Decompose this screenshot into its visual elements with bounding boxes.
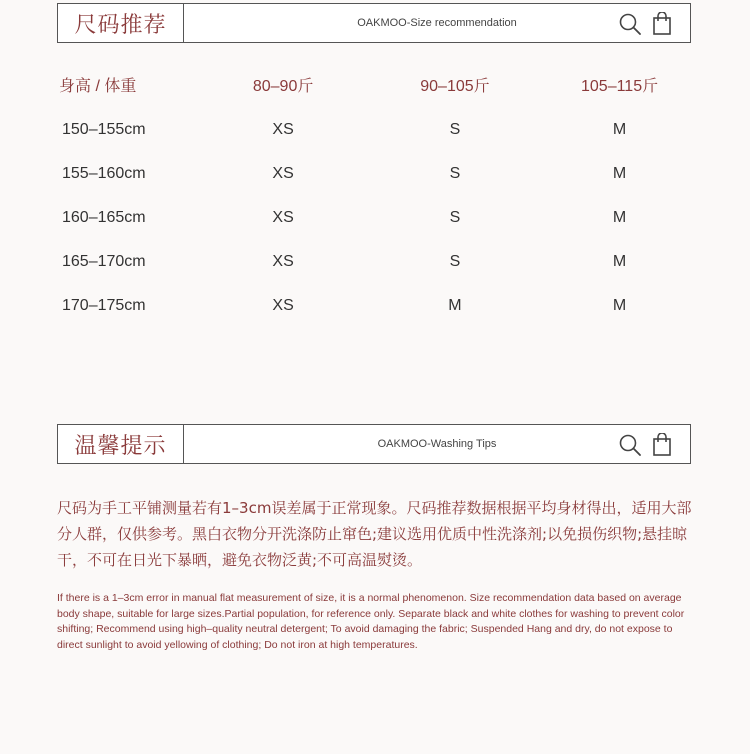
search-icon[interactable] — [618, 12, 642, 36]
size-cell: M — [612, 209, 627, 226]
height-cell: 170–175cm — [62, 297, 146, 314]
tips-section-title: 温馨提示 — [58, 425, 184, 463]
size-cell: S — [449, 165, 461, 182]
size-cell: M — [612, 121, 627, 138]
table-row — [57, 196, 697, 240]
size-cell: M — [612, 253, 627, 270]
size-table-header-row — [57, 60, 697, 108]
washing-tips-chinese: 尺码为手工平铺测量若有1–3cm误差属于正常现象。尺码推荐数据根据平均身材得出，适用大部分人群，仅供参考。黑白衣物分开洗涤防止窜色;建议选用优质中性洗涤剂;以免损伤织物;悬挂晾干，不可在日光下暴晒，避免衣物泛黄;不可高温熨烫。 — [57, 499, 692, 569]
size-recommendation-header — [57, 3, 691, 43]
table-row — [57, 240, 697, 284]
size-cell: S — [449, 209, 461, 226]
shopping-bag-icon[interactable] — [652, 433, 672, 457]
header-weight-80-90: 80–90斤 — [252, 77, 314, 95]
height-cell: 160–165cm — [62, 209, 146, 226]
size-cell: XS — [272, 165, 294, 182]
header-weight-105-115: 105–115斤 — [581, 77, 659, 95]
size-cell: M — [448, 297, 462, 314]
size-cell: XS — [272, 209, 294, 226]
header-weight-90-105: 90–105斤 — [420, 77, 490, 95]
size-cell: XS — [272, 297, 294, 314]
size-cell: M — [612, 297, 627, 314]
washing-tips-english: If there is a 1–3cm error in manual flat measurement of size, it is a normal phenomenon. Size recommendation data based on average body shape, suitable for large sizes.Partial population, for reference only. Separate black and white clothes for washing to prevent color shifting; Recommend using high–quality neutral detergent; To avoid damaging the fabric; Suspended Hang and dry, do not expose to direct sunlight to avoid yellowing of clothing; Do not iron at high temperatures. — [57, 592, 685, 651]
size-cell: M — [612, 165, 627, 182]
header-icons — [618, 12, 672, 36]
washing-tips-header — [57, 424, 691, 464]
shopping-bag-icon[interactable] — [652, 12, 672, 36]
size-cell: S — [449, 253, 461, 270]
height-cell: 165–170cm — [62, 253, 146, 270]
header-height-weight: 身高 / 体重 — [59, 77, 137, 95]
table-row — [57, 152, 697, 196]
size-cell: XS — [272, 253, 294, 270]
table-row — [57, 108, 697, 152]
table-row — [57, 284, 697, 328]
height-cell: 150–155cm — [62, 121, 146, 138]
size-cell: XS — [272, 121, 294, 138]
size-table — [57, 60, 697, 328]
size-section-title: 尺码推荐 — [58, 4, 184, 42]
height-cell: 155–160cm — [62, 165, 146, 182]
tips-section-subtitle: OAKMOO-Washing Tips — [377, 438, 497, 450]
search-icon[interactable] — [618, 433, 642, 457]
size-cell: S — [449, 121, 461, 138]
size-section-subtitle: OAKMOO-Size recommendation — [357, 17, 517, 29]
header-icons — [618, 433, 672, 457]
